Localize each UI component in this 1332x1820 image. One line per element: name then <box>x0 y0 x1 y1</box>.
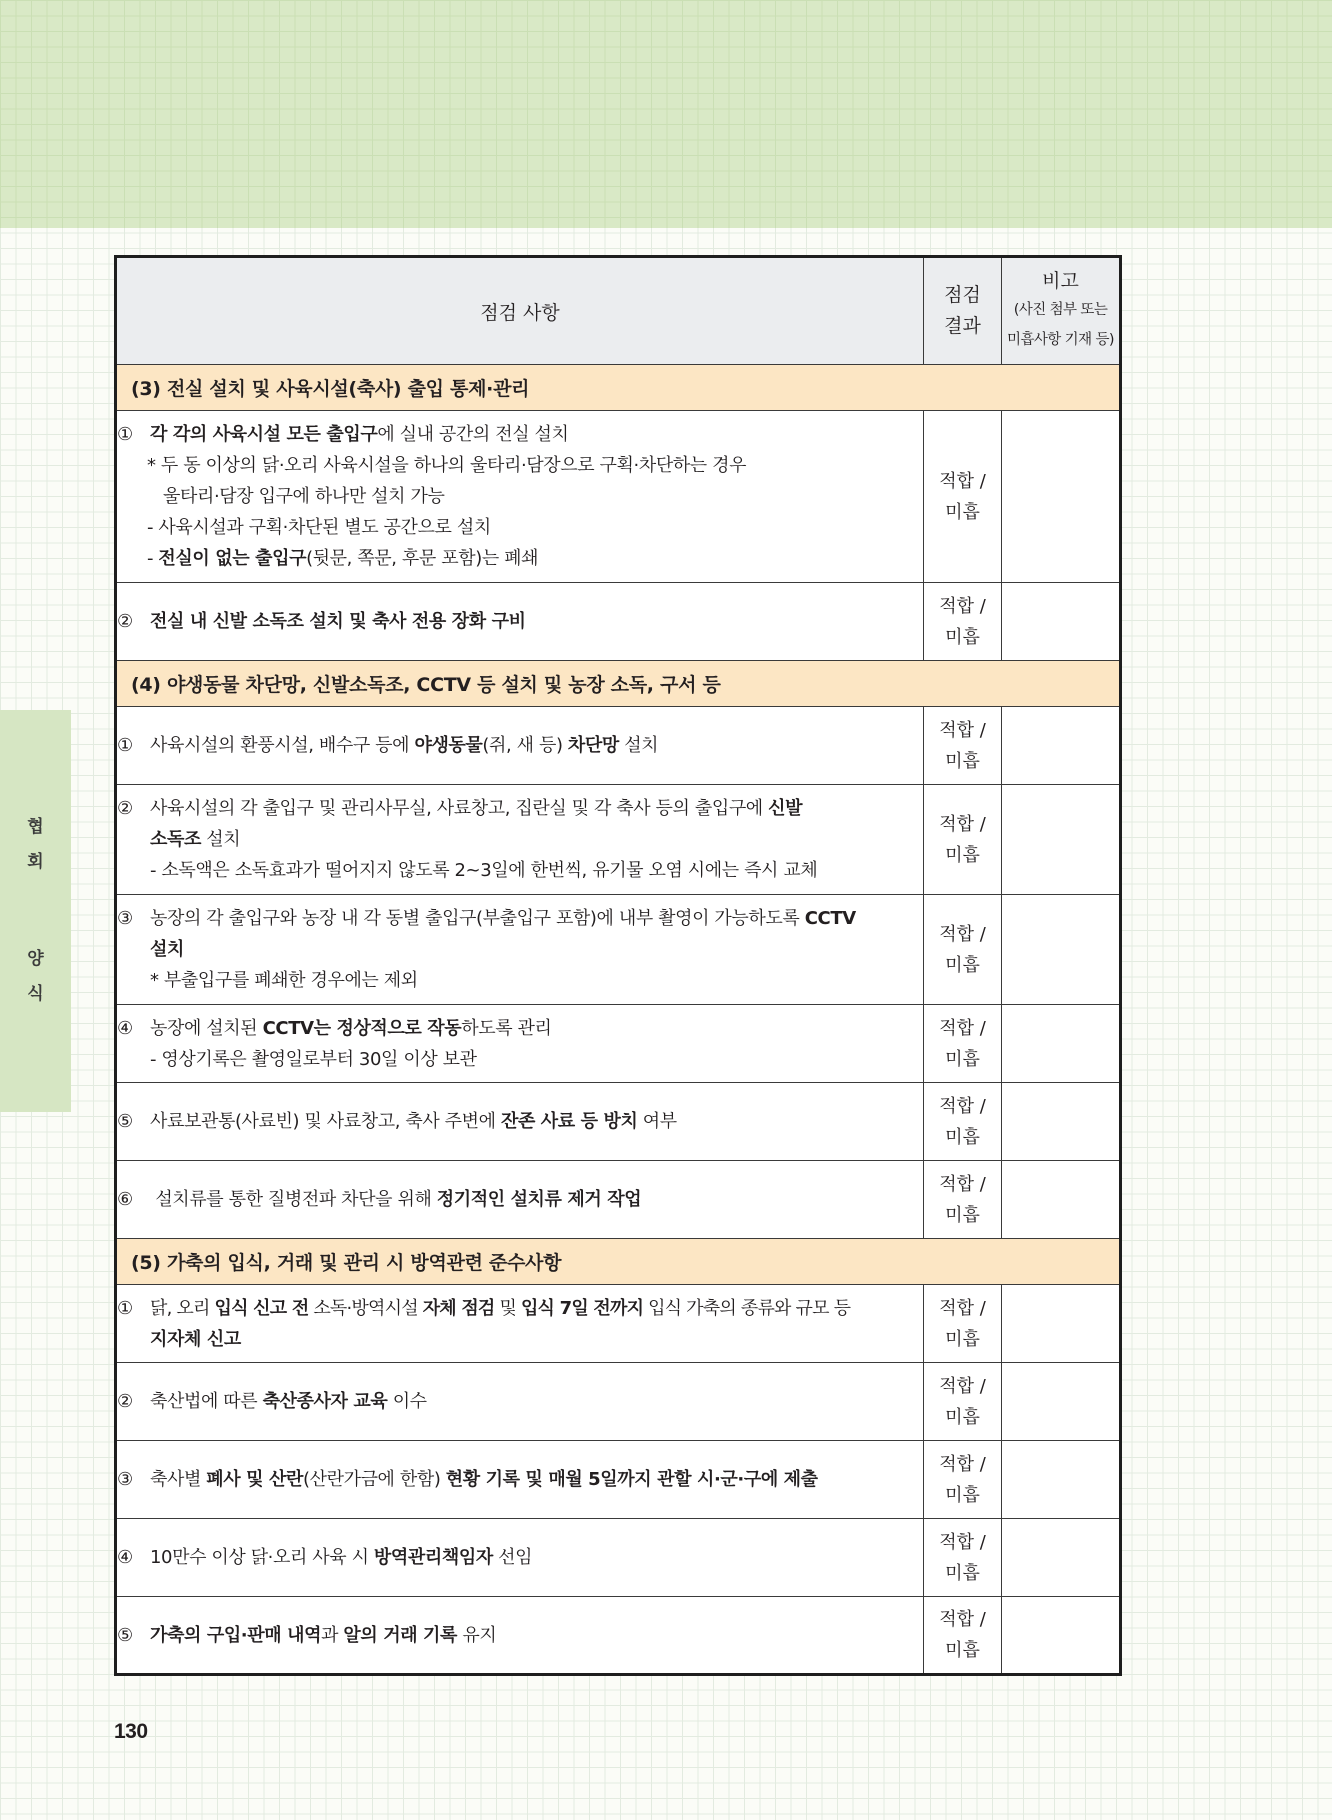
check-item <box>116 583 924 661</box>
result-fit: 적합 / <box>939 1609 986 1630</box>
table-row <box>116 707 1121 785</box>
result-fit: 적합 / <box>939 1297 986 1319</box>
result-fit: 적합 / <box>939 1453 986 1475</box>
header-note <box>1002 257 1121 365</box>
check-item <box>116 707 924 785</box>
result-fit: 적합 / <box>939 923 986 945</box>
item-text: 사육시설의 각 출입구 및 관리사무실, 사료창고, 집란실 및 각 축사 등의 출입구에 <box>150 798 769 819</box>
result-cell[interactable] <box>924 895 1002 1005</box>
result-unfit: 미흡 <box>945 501 980 523</box>
item-bold: 지자체 신고 <box>150 1328 241 1350</box>
result-unfit: 미흡 <box>945 1406 980 1428</box>
item-bold: 차단망 <box>567 735 619 756</box>
item-number: ③ <box>117 1469 133 1490</box>
section-title: (4) 야생동물 차단망, 신발소독조, CCTV 등 설치 및 농장 소독, 구서 등 <box>116 661 1121 707</box>
item-number: ① <box>117 1297 133 1319</box>
note-cell[interactable] <box>1002 1161 1121 1239</box>
item-number: ③ <box>117 908 133 929</box>
result-unfit: 미흡 <box>945 1328 980 1350</box>
header-note-sub: (사진 첨부 또는 <box>1013 302 1108 318</box>
item-text: (쥐, 새 등) <box>482 735 568 756</box>
item-bold: 입식 신고 전 <box>214 1297 309 1319</box>
note-cell[interactable] <box>1002 583 1121 661</box>
item-text: 입식 가축의 종류와 규모 등 <box>643 1297 851 1319</box>
header-result-line: 결과 <box>944 315 981 337</box>
result-fit: 적합 / <box>939 1531 986 1553</box>
note-cell[interactable] <box>1002 1005 1121 1083</box>
item-note: * 부출입구를 폐쇄한 경우에는 제외 <box>150 970 418 991</box>
result-cell[interactable] <box>924 1161 1002 1239</box>
result-cell[interactable] <box>924 1363 1002 1441</box>
item-text: 축산법에 따른 <box>150 1391 263 1412</box>
item-bold: 신발 <box>768 798 803 819</box>
result-unfit: 미흡 <box>945 1640 980 1661</box>
check-item <box>116 1285 924 1363</box>
item-note: - 영상기록은 촬영일로부터 30일 이상 보관 <box>150 1048 477 1070</box>
item-number: ② <box>117 798 133 819</box>
check-item <box>116 1005 924 1083</box>
item-text: 축사별 <box>150 1469 207 1490</box>
section-row <box>116 365 1121 411</box>
section-title: (5) 가축의 입식, 거래 및 관리 시 방역관련 준수사항 <box>116 1239 1121 1285</box>
result-cell[interactable] <box>924 1083 1002 1161</box>
section-row <box>116 661 1121 707</box>
note-cell[interactable] <box>1002 707 1121 785</box>
item-number: ① <box>117 424 133 445</box>
note-cell[interactable] <box>1002 785 1121 895</box>
item-note: (뒷문, 쪽문, 후문 포함)는 폐쇄 <box>306 548 539 569</box>
result-unfit: 미흡 <box>945 844 980 866</box>
side-tab-char: 협 <box>27 817 44 837</box>
result-fit: 적합 / <box>939 470 986 492</box>
result-unfit: 미흡 <box>945 954 980 976</box>
result-cell[interactable] <box>924 1519 1002 1597</box>
result-fit: 적합 / <box>939 595 986 617</box>
result-unfit: 미흡 <box>945 1562 980 1584</box>
note-cell[interactable] <box>1002 1519 1121 1597</box>
result-fit: 적합 / <box>939 1095 986 1117</box>
item-text: 소독·방역시설 <box>308 1297 423 1319</box>
item-bold: 전실 내 신발 소독조 설치 및 축사 전용 장화 구비 <box>150 611 526 632</box>
result-cell[interactable] <box>924 785 1002 895</box>
check-item <box>116 1597 924 1675</box>
item-text: 에 실내 공간의 전실 설치 <box>377 424 569 445</box>
result-unfit: 미흡 <box>945 1484 980 1506</box>
item-note: 울타리·담장 입구에 하나만 설치 가능 <box>163 486 445 507</box>
item-number: ④ <box>117 1017 133 1039</box>
result-unfit: 미흡 <box>945 1126 980 1148</box>
check-item <box>116 1083 924 1161</box>
item-bold: 각 각의 사육시설 모든 출입구 <box>150 424 378 445</box>
item-text: 설치 <box>618 735 659 756</box>
item-bold: 현황 기록 및 매월 5일까지 관할 시·군·구에 제출 <box>445 1469 818 1490</box>
header-result-line: 점검 <box>944 284 981 306</box>
item-bold: 설치 <box>150 939 184 960</box>
check-item <box>116 785 924 895</box>
item-text: 유지 <box>457 1624 497 1646</box>
item-text: 설치류를 통한 질병전파 차단을 위해 <box>150 1189 437 1210</box>
item-bold: CCTV는 정상적으로 작동 <box>262 1017 462 1039</box>
inspection-checklist-table <box>114 255 1122 1676</box>
section-title: (3) 전실 설치 및 사육시설(축사) 출입 통제·관리 <box>116 365 1121 411</box>
table-row <box>116 1083 1121 1161</box>
item-bold: 방역관리책임자 <box>373 1547 493 1568</box>
page-number: 130 <box>114 1720 148 1743</box>
result-fit: 적합 / <box>939 719 986 741</box>
item-bold: 야생동물 <box>414 735 483 756</box>
note-cell[interactable] <box>1002 1083 1121 1161</box>
item-number: ⑥ <box>117 1189 133 1210</box>
item-text: 사료보관통(사료빈) 및 사료창고, 축사 주변에 <box>150 1111 501 1132</box>
item-text: 및 <box>494 1297 521 1319</box>
check-item <box>116 1441 924 1519</box>
check-item <box>116 895 924 1005</box>
item-text: 사육시설의 환풍시설, 배수구 등에 <box>150 735 415 756</box>
item-text: 10만수 이상 닭·오리 사육 시 <box>150 1547 374 1568</box>
section-row <box>116 1239 1121 1285</box>
note-cell[interactable] <box>1002 1441 1121 1519</box>
item-text: (산란가금에 한함) <box>302 1469 446 1490</box>
check-item <box>116 1363 924 1441</box>
table-row <box>116 1441 1121 1519</box>
result-cell[interactable] <box>924 583 1002 661</box>
header-note-title: 비고 <box>1042 270 1079 292</box>
item-text: 이수 <box>387 1391 427 1412</box>
item-text: 설치 <box>200 829 241 850</box>
table-row <box>116 785 1121 895</box>
item-number: ⑤ <box>117 1111 133 1132</box>
item-text: 닭, 오리 <box>150 1297 215 1319</box>
item-bold: 입식 7일 전까지 <box>520 1297 644 1319</box>
result-unfit: 미흡 <box>945 750 980 772</box>
table-row <box>116 583 1121 661</box>
result-unfit: 미흡 <box>945 626 980 648</box>
item-number: ② <box>117 611 133 632</box>
table-row <box>116 1285 1121 1363</box>
item-note: - 소독액은 소독효과가 떨어지지 않도록 2~3일에 한번씩, 유기물 오염 시에는 즉시 교체 <box>150 860 818 881</box>
check-item <box>116 1519 924 1597</box>
side-chapter-tab <box>0 710 71 1112</box>
item-text: 하도록 관리 <box>461 1017 552 1039</box>
table-row <box>116 895 1121 1005</box>
result-fit: 적합 / <box>939 1173 986 1195</box>
note-cell[interactable] <box>1002 1597 1121 1675</box>
note-cell[interactable] <box>1002 1285 1121 1363</box>
item-note: * 두 동 이상의 닭·오리 사육시설을 하나의 울타리·담장으로 구획·차단하는 경우 <box>147 455 747 476</box>
item-bold: 자체 점검 <box>422 1297 495 1319</box>
header-item: 점검 사항 <box>116 257 924 365</box>
check-item <box>116 1161 924 1239</box>
result-cell[interactable] <box>924 1005 1002 1083</box>
item-bold: 잔존 사료 등 방치 <box>500 1111 638 1132</box>
item-text: 여부 <box>637 1111 677 1132</box>
note-cell[interactable] <box>1002 411 1121 583</box>
item-bold: 알의 거래 기록 <box>343 1624 458 1646</box>
item-bold: 폐사 및 산란 <box>206 1469 303 1490</box>
result-cell[interactable] <box>924 1441 1002 1519</box>
result-cell[interactable] <box>924 411 1002 583</box>
item-number: ④ <box>117 1547 133 1568</box>
item-text: 과 <box>321 1624 344 1646</box>
result-unfit: 미흡 <box>945 1204 980 1226</box>
item-bold: CCTV <box>804 908 856 929</box>
result-fit: 적합 / <box>939 813 986 835</box>
header-note-sub: 미흡사항 기재 등) <box>1007 332 1114 348</box>
item-number: ② <box>117 1391 133 1412</box>
item-note: - <box>147 548 159 569</box>
side-tab-char: 식 <box>27 984 44 1004</box>
table-row <box>116 1597 1121 1675</box>
item-bold: 정기적인 설치류 제거 작업 <box>436 1189 642 1210</box>
table-header-row <box>116 257 1121 365</box>
item-bold: 소독조 <box>150 829 201 850</box>
table-row <box>116 1363 1121 1441</box>
result-fit: 적합 / <box>939 1375 986 1397</box>
item-bold: 축산종사자 교육 <box>262 1391 388 1412</box>
table-row <box>116 1005 1121 1083</box>
result-cell[interactable] <box>924 1597 1002 1675</box>
result-fit: 적합 / <box>939 1017 986 1039</box>
item-bold: 전실이 없는 출입구 <box>158 548 307 569</box>
result-unfit: 미흡 <box>945 1048 980 1070</box>
side-tab-char: 양 <box>27 949 44 969</box>
result-cell[interactable] <box>924 1285 1002 1363</box>
top-decorative-band <box>0 0 1332 228</box>
note-cell[interactable] <box>1002 895 1121 1005</box>
item-number: ① <box>117 735 133 756</box>
item-number: ⑤ <box>117 1624 133 1646</box>
item-text: 농장의 각 출입구와 농장 내 각 동별 출입구(부출입구 포함)에 내부 촬영이 가능하도록 <box>150 908 805 929</box>
item-bold: 가축의 구입·판매 내역 <box>150 1624 322 1646</box>
result-cell[interactable] <box>924 707 1002 785</box>
header-result <box>924 257 1002 365</box>
check-item <box>116 411 924 583</box>
table-row <box>116 411 1121 583</box>
item-note: - 사육시설과 구획·차단된 별도 공간으로 설치 <box>147 517 491 538</box>
item-text: 선임 <box>492 1547 533 1568</box>
table-row <box>116 1161 1121 1239</box>
table-row <box>116 1519 1121 1597</box>
note-cell[interactable] <box>1002 1363 1121 1441</box>
side-tab-char: 회 <box>27 852 44 872</box>
item-text: 농장에 설치된 <box>150 1017 263 1039</box>
